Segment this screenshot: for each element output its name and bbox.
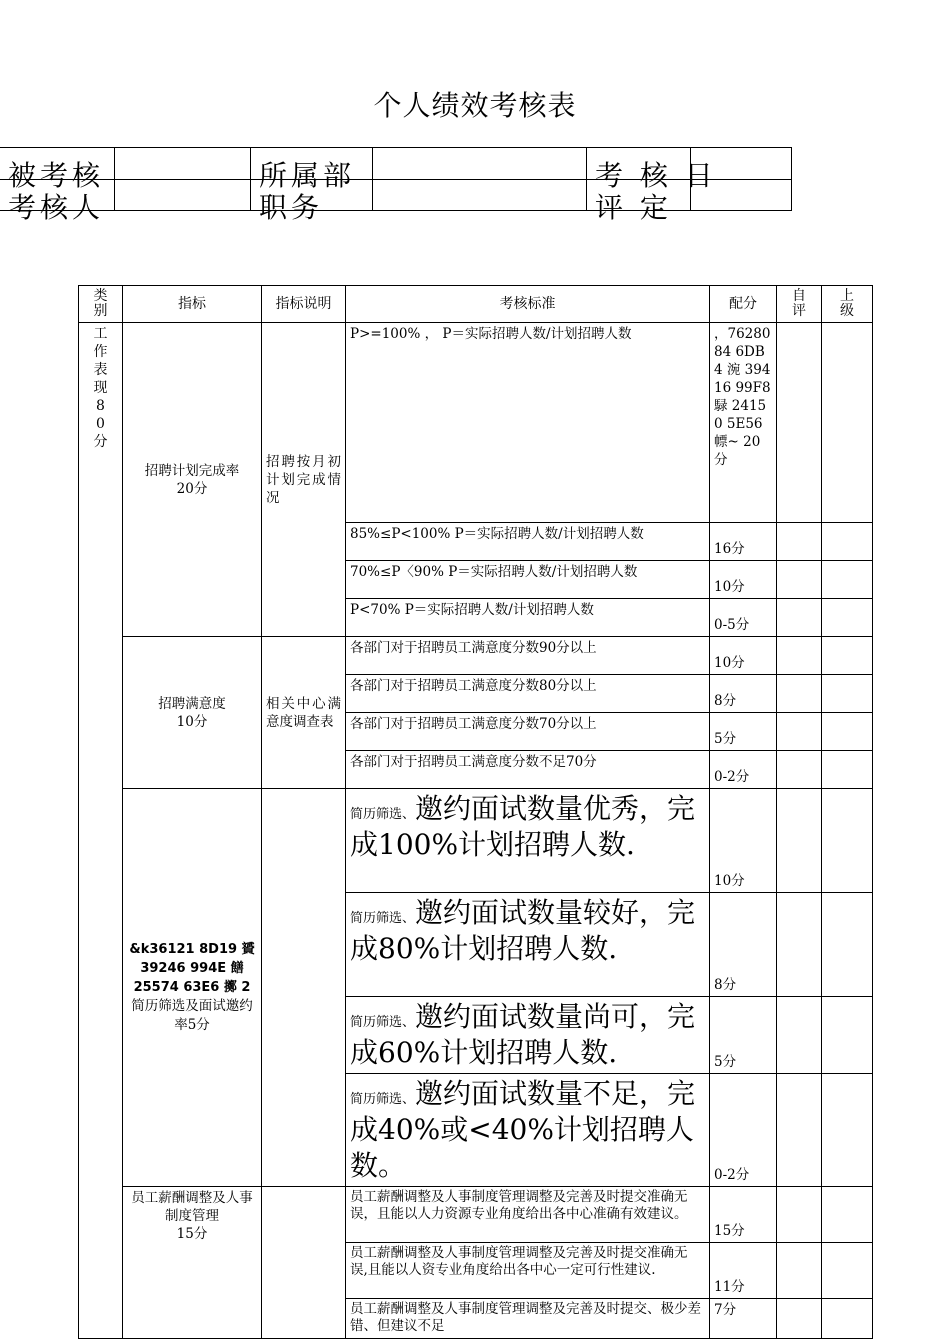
standard-cell: 员工薪酬调整及人事制度管理调整及完善及时提交准确无误,且能以人资专业角度给出各中心一定可行性建议. bbox=[346, 1243, 710, 1299]
self-eval-cell[interactable] bbox=[777, 997, 822, 1074]
indicator-cell: 招聘满意度 10分 bbox=[123, 637, 262, 789]
indicator-cell: 员工薪酬调整及人事制度管理 15分 bbox=[123, 1187, 262, 1339]
superior-cell[interactable] bbox=[822, 713, 873, 751]
superior-cell[interactable] bbox=[822, 997, 873, 1074]
category-label: 工作表现80分 bbox=[93, 326, 108, 450]
superior-cell[interactable] bbox=[822, 1243, 873, 1299]
standard-lead: 简历筛选、 bbox=[350, 807, 416, 822]
indicator-desc-cell: 招聘按月初计划完成情况 bbox=[262, 323, 346, 637]
info-value-examiner[interactable] bbox=[114, 179, 250, 211]
standard-cell bbox=[346, 1074, 710, 1187]
standard-cell bbox=[346, 893, 710, 997]
score-cell: 7分 bbox=[710, 1299, 777, 1339]
self-eval-cell[interactable] bbox=[777, 599, 822, 637]
indicator-code: &k36121 8D19 贇 39246 994E 饍 25574 63E6 擲 2 bbox=[129, 942, 255, 995]
score-cell: 11分 bbox=[710, 1243, 777, 1299]
superior-cell[interactable] bbox=[822, 599, 873, 637]
score-cell: 10分 bbox=[710, 561, 777, 599]
score-cell: 15分 bbox=[710, 1187, 777, 1243]
self-eval-cell[interactable] bbox=[777, 561, 822, 599]
self-eval-cell[interactable] bbox=[777, 1299, 822, 1339]
indicator-desc-cell bbox=[262, 1187, 346, 1339]
score-cell: 16分 bbox=[710, 523, 777, 561]
table-row bbox=[79, 789, 873, 893]
standard-cell bbox=[346, 789, 710, 893]
superior-cell[interactable] bbox=[822, 751, 873, 789]
header-category: 类别 bbox=[79, 286, 123, 323]
info-label-date: 考 核 日 bbox=[586, 147, 690, 179]
score-cell: 0-2分 bbox=[710, 1074, 777, 1187]
score-cell: 10分 bbox=[710, 637, 777, 675]
superior-cell[interactable] bbox=[822, 893, 873, 997]
score-cell: 5分 bbox=[710, 713, 777, 751]
self-eval-cell[interactable] bbox=[777, 713, 822, 751]
score-cell: 5分 bbox=[710, 997, 777, 1074]
standard-cell: 85%≤P<100% P＝实际招聘人数/计划招聘人数 bbox=[346, 523, 710, 561]
info-label-examinee: 被考核 bbox=[0, 147, 114, 179]
superior-cell[interactable] bbox=[822, 323, 873, 523]
standard-text: 邀约面试数量优秀，完成100%计划招聘人数. bbox=[350, 792, 696, 861]
superior-cell[interactable] bbox=[822, 523, 873, 561]
superior-cell[interactable] bbox=[822, 675, 873, 713]
standard-text: 邀约面试数量较好，完成80%计划招聘人数. bbox=[350, 896, 696, 965]
superior-cell[interactable] bbox=[822, 637, 873, 675]
standard-cell: P<70% P＝实际招聘人数/计划招聘人数 bbox=[346, 599, 710, 637]
self-eval-cell[interactable] bbox=[777, 1074, 822, 1187]
table-row bbox=[79, 323, 873, 523]
header-standard: 考核标准 bbox=[346, 286, 710, 323]
score-cell: 10分 bbox=[710, 789, 777, 893]
self-eval-cell[interactable] bbox=[777, 1243, 822, 1299]
info-label-rating: 评 定 bbox=[586, 179, 690, 211]
standard-text: 邀约面试数量尚可，完成60%计划招聘人数. bbox=[350, 1000, 696, 1069]
standard-cell bbox=[346, 997, 710, 1074]
table-row bbox=[79, 1187, 873, 1243]
standard-cell: 各部门对于招聘员工满意度分数90分以上 bbox=[346, 637, 710, 675]
info-value-examinee[interactable] bbox=[114, 147, 250, 179]
score-cell: 0-2分 bbox=[710, 751, 777, 789]
superior-cell[interactable] bbox=[822, 1299, 873, 1339]
info-value-date[interactable] bbox=[690, 147, 792, 179]
info-label-examiner: 考核人 bbox=[0, 179, 114, 211]
info-label-position: 职务 bbox=[250, 179, 372, 211]
standard-lead: 简历筛选、 bbox=[350, 911, 416, 926]
document-title: 个人绩效考核表 bbox=[373, 89, 577, 122]
self-eval-cell[interactable] bbox=[777, 523, 822, 561]
standard-cell: 各部门对于招聘员工满意度分数不足70分 bbox=[346, 751, 710, 789]
table-row bbox=[79, 637, 873, 675]
self-eval-cell[interactable] bbox=[777, 323, 822, 523]
standard-cell: 70%≤P〈90% P＝实际招聘人数/计划招聘人数 bbox=[346, 561, 710, 599]
header-superior: 上级 bbox=[822, 286, 873, 323]
header-row bbox=[79, 286, 873, 323]
header-indicator: 指标 bbox=[123, 286, 262, 323]
score-cell: ，7628084 6DB4 涴 39416 99F8 騄 24150 5E56 幖~ 20分 bbox=[710, 323, 777, 523]
info-row-2 bbox=[0, 179, 792, 224]
header-indicator-desc: 指标说明 bbox=[262, 286, 346, 323]
score-cell: 0-5分 bbox=[710, 599, 777, 637]
standard-cell: 各部门对于招聘员工满意度分数80分以上 bbox=[346, 675, 710, 713]
self-eval-cell[interactable] bbox=[777, 675, 822, 713]
indicator-cell: 招聘计划完成率 20分 bbox=[123, 323, 262, 637]
info-value-position[interactable] bbox=[372, 179, 586, 211]
info-label-department: 所属部 bbox=[250, 147, 372, 179]
header-self-eval: 自评 bbox=[777, 286, 822, 323]
indicator-desc-cell: 相关中心满意度调查表 bbox=[262, 637, 346, 789]
superior-cell[interactable] bbox=[822, 1074, 873, 1187]
header-score: 配分 bbox=[710, 286, 777, 323]
standard-cell: 员工薪酬调整及人事制度管理调整及完善及时提交准确无误，且能以人力资源专业角度给出各中心准确有效建议。 bbox=[346, 1187, 710, 1243]
indicator-desc-cell bbox=[262, 789, 346, 1187]
self-eval-cell[interactable] bbox=[777, 789, 822, 893]
superior-cell[interactable] bbox=[822, 561, 873, 599]
score-cell: 8分 bbox=[710, 893, 777, 997]
self-eval-cell[interactable] bbox=[777, 1187, 822, 1243]
indicator-label: 简历筛选及面试邀约率5分 bbox=[131, 998, 253, 1033]
superior-cell[interactable] bbox=[822, 789, 873, 893]
standard-cell: 员工薪酬调整及人事制度管理调整及完善及时提交、极少差错、但建议不足 bbox=[346, 1299, 710, 1339]
standard-cell: 各部门对于招聘员工满意度分数70分以上 bbox=[346, 713, 710, 751]
info-value-department[interactable] bbox=[372, 147, 586, 179]
standard-lead: 简历筛选、 bbox=[350, 1015, 416, 1030]
standard-cell: P>=100% ， P＝实际招聘人数/计划招聘人数 bbox=[346, 323, 710, 523]
info-table bbox=[0, 147, 792, 224]
self-eval-cell[interactable] bbox=[777, 637, 822, 675]
category-cell bbox=[79, 323, 123, 1339]
self-eval-cell[interactable] bbox=[777, 893, 822, 997]
info-row-1 bbox=[0, 147, 792, 192]
self-eval-cell[interactable] bbox=[777, 751, 822, 789]
indicator-cell bbox=[123, 789, 262, 1187]
standard-text: 邀约面试数量不足，完成40%或<40%计划招聘人数。 bbox=[350, 1077, 696, 1182]
superior-cell[interactable] bbox=[822, 1187, 873, 1243]
standard-lead: 简历筛选、 bbox=[350, 1092, 416, 1107]
info-value-rating[interactable] bbox=[690, 179, 792, 211]
score-cell: 8分 bbox=[710, 675, 777, 713]
assessment-table bbox=[78, 285, 873, 1339]
